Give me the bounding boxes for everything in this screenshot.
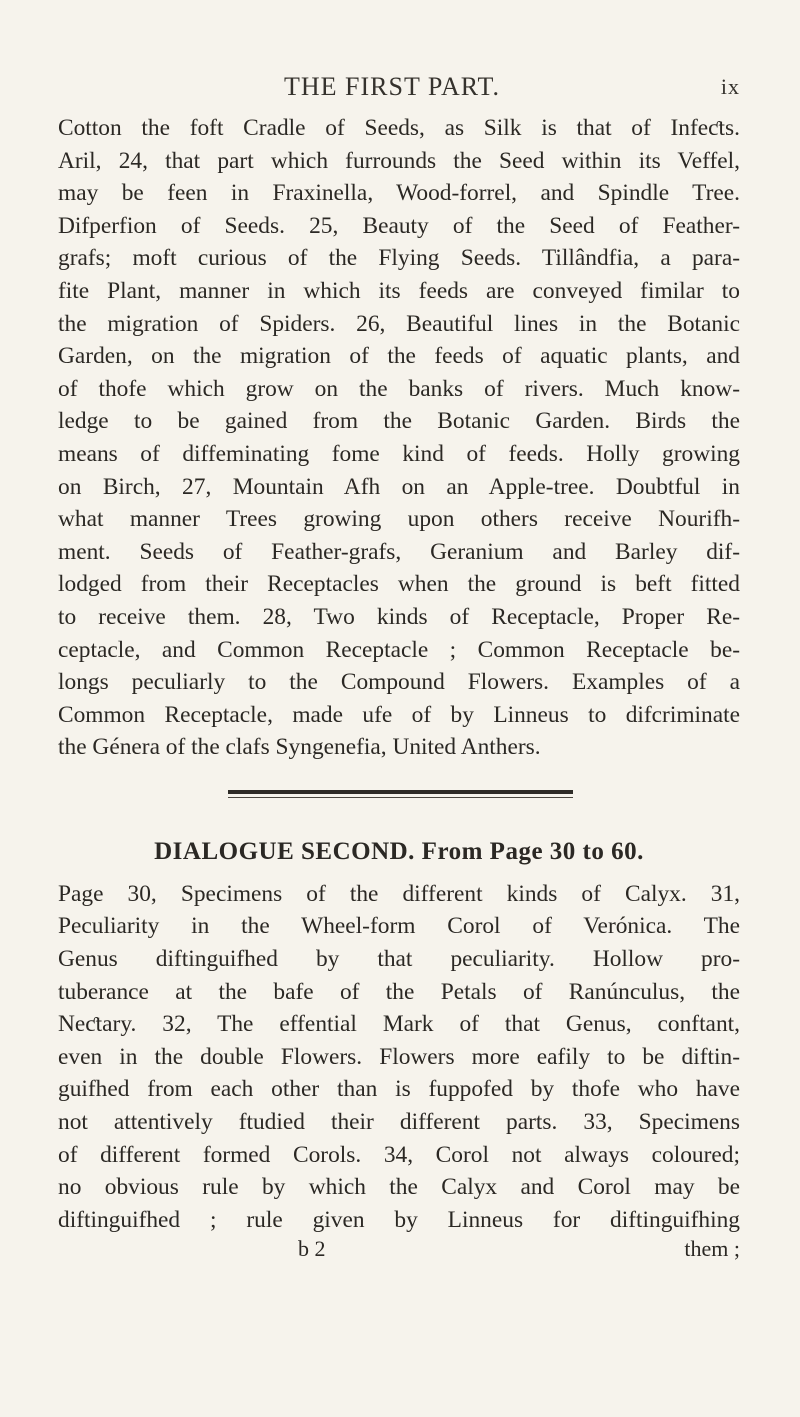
text-line: even in the double Flowers. Flowers more eafily to be diftin- [58, 1043, 740, 1070]
text-line: ledge to be gained from the Botanic Garden. Birds the [58, 408, 740, 435]
text-line: Cotton the foft Cradle of Seeds, as Silk is that of Infeƈts. [58, 115, 740, 141]
running-head [58, 72, 740, 112]
text-line: fite Plant, manner in which its feeds are conveyed fimilar to [58, 277, 740, 304]
catchword: them ; [684, 1236, 740, 1262]
text-line: not attentively ftudied their different parts. 33, Specimens [58, 1109, 740, 1136]
page-number: ix [720, 74, 740, 99]
text-line: lodged from their Receptacles when the ground is beft fitted [58, 571, 740, 598]
book-page [58, 72, 740, 1266]
text-line: diftinguifhed ; rule given by Linneus for diftinguifhing [58, 1206, 740, 1233]
text-line: Garden, on the migration of the feeds of aquatic plants, and [58, 343, 740, 370]
section-divider [58, 772, 740, 832]
text-line: Common Receptacle, made ufe of by Linneus to difcriminate [58, 701, 740, 728]
text-line: what manner Trees growing upon others receive Nourifh- [58, 506, 740, 533]
text-line: the migration of Spiders. 26, Beautiful lines in the Botanic [58, 310, 740, 337]
text-line: tuberance at the bafe of the Petals of Ranúnculus, the [58, 978, 740, 1005]
signature-mark: b 2 [298, 1236, 326, 1262]
text-line: Peculiarity in the Wheel-form Corol of Verónica. The [58, 913, 740, 940]
text-line: the Génera of the clafs Syngenefia, United Anthers. [58, 734, 541, 761]
text-line: of different formed Corols. 34, Corol not always coloured; [58, 1141, 740, 1168]
text-line: ceptacle, and Common Receptacle ; Common Receptacle be- [58, 636, 740, 663]
text-line: Aril, 24, that part which furrounds the Seed within its Veffel, [58, 147, 740, 174]
text-line: on Birch, 27, Mountain Afh on an Apple-tree. Doubtful in [58, 473, 740, 500]
paragraph-first-part-continued [58, 112, 740, 764]
text-line: longs peculiarly to the Compound Flowers. Examples of a [58, 669, 740, 696]
divider-thick-rule [228, 790, 573, 794]
text-line: Page 30, Specimens of the different kinds of Calyx. 31, [58, 880, 740, 907]
text-line: Genus diftinguifhed by that peculiarity. Hollow pro- [58, 946, 740, 973]
section-heading: DIALOGUE SECOND. From Page 30 to 60. [154, 837, 644, 865]
text-line: guifhed from each other than is fuppofed by thofe who have [58, 1076, 740, 1103]
text-line: to receive them. 28, Two kinds of Receptacle, Proper Re- [58, 603, 740, 630]
text-line: ment. Seeds of Feather-grafs, Geranium and Barley dif- [58, 538, 740, 565]
text-line: of thofe which grow on the banks of rivers. Much know- [58, 375, 740, 402]
text-line: may be feen in Fraxinella, Wood-forrel, and Spindle Tree. [58, 180, 740, 207]
text-line: grafs; moft curious of the Flying Seeds. Tillândfia, a para- [58, 245, 740, 272]
running-title: THE FIRST PART. [284, 72, 500, 101]
page-footer [58, 1236, 740, 1266]
divider-thin-rule [228, 797, 573, 798]
text-line: Difperfion of Seeds. 25, Beauty of the Seed of Feather- [58, 212, 740, 239]
text-line: no obvious rule by which the Calyx and Corol may be [58, 1174, 740, 1201]
text-line: means of diffeminating fome kind of feeds. Holly growing [58, 440, 740, 467]
paragraph-dialogue-second [58, 878, 740, 1237]
text-line: Neƈtary. 32, The effential Mark of that Genus, conftant, [58, 1011, 740, 1038]
